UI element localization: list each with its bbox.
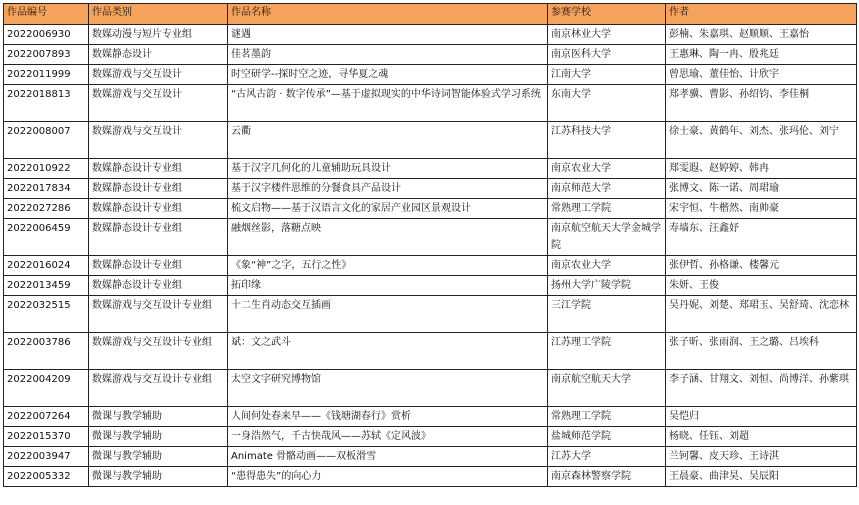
table-row — [4, 45, 857, 65]
table-row — [4, 179, 857, 199]
category-cell: 数媒静态设计专业组 — [89, 159, 228, 179]
work-name-cell: 拓印缘 — [228, 276, 548, 296]
table-row — [4, 122, 857, 159]
category-cell: 数媒静态设计 — [89, 45, 228, 65]
work-name-cell: 基于汉字几何化的儿童辅助玩具设计 — [228, 159, 548, 179]
authors-cell: 张博文、陈一诺、周珺瑜 — [666, 179, 857, 199]
category-cell: 数媒静态设计专业组 — [89, 276, 228, 296]
category-cell: 微课与教学辅助 — [89, 447, 228, 467]
school-cell: 南京森林警察学院 — [548, 467, 666, 487]
work-name-cell: 太空文字研究博物馆 — [228, 370, 548, 407]
work-name-cell: 一身浩然气，千古快哉风——苏轼《定风波》 — [228, 427, 548, 447]
header-work-name: 作品名称 — [228, 4, 548, 25]
work-name-cell: 时空研学--探时空之迹，寻华夏之魂 — [228, 65, 548, 85]
work-id-cell: 2022010922 — [4, 159, 89, 179]
work-name-cell: 谜遇 — [228, 25, 548, 45]
school-cell: 江苏科技大学 — [548, 122, 666, 159]
school-cell: 扬州大学广陵学院 — [548, 276, 666, 296]
work-name-cell: “古风古韵 · 数字传承”—基于虚拟现实的中华诗词智能体验式学习系统 — [228, 85, 548, 122]
school-cell: 南京航空航天大学金城学院 — [548, 219, 666, 256]
school-cell: 常熟理工学院 — [548, 407, 666, 427]
header-row — [4, 4, 857, 25]
school-cell: 南京医科大学 — [548, 45, 666, 65]
work-id-cell: 2022003786 — [4, 333, 89, 370]
works-table — [3, 3, 857, 487]
category-cell: 微课与教学辅助 — [89, 427, 228, 447]
work-id-cell: 2022017834 — [4, 179, 89, 199]
category-cell: 微课与教学辅助 — [89, 407, 228, 427]
table-row — [4, 65, 857, 85]
authors-cell: 王惠琳、陶一冉、殷兆廷 — [666, 45, 857, 65]
work-id-cell: 2022004209 — [4, 370, 89, 407]
category-cell: 数媒游戏与交互设计 — [89, 122, 228, 159]
authors-cell: 李子涵、甘翔文、刘恒、尚博洋、孙紫琪 — [666, 370, 857, 407]
table-row — [4, 199, 857, 219]
authors-cell: 吴恺归 — [666, 407, 857, 427]
category-cell: 数媒游戏与交互设计 — [89, 85, 228, 122]
authors-cell: 徐士豪、黄鹤年、刘杰、张玛伦、刘宁 — [666, 122, 857, 159]
category-cell: 数媒静态设计专业组 — [89, 256, 228, 276]
authors-cell: 吴丹妮、刘楚、郑珺玉、吴舒琦、沈恋林 — [666, 296, 857, 333]
work-id-cell: 2022007893 — [4, 45, 89, 65]
work-id-cell: 2022003947 — [4, 447, 89, 467]
work-id-cell: 2022016024 — [4, 256, 89, 276]
work-id-cell: 2022013459 — [4, 276, 89, 296]
authors-cell: 郑雯遐、赵婷婷、韩冉 — [666, 159, 857, 179]
table-row — [4, 276, 857, 296]
work-id-cell: 2022005332 — [4, 467, 89, 487]
work-name-cell: 融烟丝影，落糖点映 — [228, 219, 548, 256]
header-work-id: 作品编号 — [4, 4, 89, 25]
work-id-cell: 2022011999 — [4, 65, 89, 85]
table-row — [4, 219, 857, 256]
table-row — [4, 427, 857, 447]
work-name-cell: 云衢 — [228, 122, 548, 159]
work-name-cell: 十二生肖动态交互插画 — [228, 296, 548, 333]
authors-cell: 曾思瑜、董佳怡、计欣宇 — [666, 65, 857, 85]
authors-cell: 朱妍、王俊 — [666, 276, 857, 296]
header-category: 作品类别 — [89, 4, 228, 25]
work-id-cell: 2022007264 — [4, 407, 89, 427]
work-id-cell: 2022006930 — [4, 25, 89, 45]
work-name-cell: Animate 骨骼动画——双板滑雪 — [228, 447, 548, 467]
school-cell: 南京航空航天大学 — [548, 370, 666, 407]
school-cell: 南京师范大学 — [548, 179, 666, 199]
header-authors: 作者 — [666, 4, 857, 25]
authors-cell: 张伊哲、孙格谦、楼馨元 — [666, 256, 857, 276]
authors-cell: 郑孝骥、曹影、孙绍钧、李佳桐 — [666, 85, 857, 122]
work-name-cell: “患得患失”的向心力 — [228, 467, 548, 487]
category-cell: 数媒静态设计专业组 — [89, 199, 228, 219]
work-id-cell: 2022006459 — [4, 219, 89, 256]
category-cell: 数媒游戏与交互设计 — [89, 65, 228, 85]
work-name-cell: 佳茗墨韵 — [228, 45, 548, 65]
table-row — [4, 370, 857, 407]
category-cell: 数媒静态设计专业组 — [89, 219, 228, 256]
table-row — [4, 447, 857, 467]
school-cell: 江苏大学 — [548, 447, 666, 467]
table-row — [4, 296, 857, 333]
category-cell: 微课与教学辅助 — [89, 467, 228, 487]
work-id-cell: 2022008007 — [4, 122, 89, 159]
school-cell: 南京农业大学 — [548, 256, 666, 276]
category-cell: 数媒游戏与交互设计专业组 — [89, 370, 228, 407]
school-cell: 盐城师范学院 — [548, 427, 666, 447]
category-cell: 数媒动漫与短片专业组 — [89, 25, 228, 45]
table-row — [4, 25, 857, 45]
table-row — [4, 333, 857, 370]
work-id-cell: 2022032515 — [4, 296, 89, 333]
work-name-cell: 《象“神”之字，五行之性》 — [228, 256, 548, 276]
table-row — [4, 85, 857, 122]
table-row — [4, 256, 857, 276]
authors-cell: 宋宇恒、牛楷然、南帅豪 — [666, 199, 857, 219]
work-name-cell: 基于汉字楼件思维的分餐食具产品设计 — [228, 179, 548, 199]
school-cell: 三江学院 — [548, 296, 666, 333]
category-cell: 数媒游戏与交互设计专业组 — [89, 296, 228, 333]
table-row — [4, 159, 857, 179]
work-id-cell: 2022015370 — [4, 427, 89, 447]
work-id-cell: 2022018813 — [4, 85, 89, 122]
work-name-cell: 人间何处春来早——《钱塘湖春行》赏析 — [228, 407, 548, 427]
authors-cell: 杨晓、任钰、刘超 — [666, 427, 857, 447]
header-school: 参赛学校 — [548, 4, 666, 25]
school-cell: 江苏理工学院 — [548, 333, 666, 370]
work-id-cell: 2022027286 — [4, 199, 89, 219]
authors-cell: 兰钶馨、皮天珍、王诗淇 — [666, 447, 857, 467]
school-cell: 南京农业大学 — [548, 159, 666, 179]
authors-cell: 寿墙东、汪鑫妤 — [666, 219, 857, 256]
authors-cell: 张子昕、张雨润、王之璐、吕埃科 — [666, 333, 857, 370]
authors-cell: 王晨豪、曲津昊、吴辰阳 — [666, 467, 857, 487]
table-row — [4, 467, 857, 487]
school-cell: 常熟理工学院 — [548, 199, 666, 219]
school-cell: 江南大学 — [548, 65, 666, 85]
work-name-cell: 梳文启物——基于汉语言文化的家居产业园区景观设计 — [228, 199, 548, 219]
authors-cell: 彭楠、朱嘉琪、赵顺顺、王嘉怡 — [666, 25, 857, 45]
school-cell: 东南大学 — [548, 85, 666, 122]
category-cell: 数媒游戏与交互设计专业组 — [89, 333, 228, 370]
school-cell: 南京林业大学 — [548, 25, 666, 45]
work-name-cell: 斌：文之武斗 — [228, 333, 548, 370]
category-cell: 数媒静态设计专业组 — [89, 179, 228, 199]
table-row — [4, 407, 857, 427]
